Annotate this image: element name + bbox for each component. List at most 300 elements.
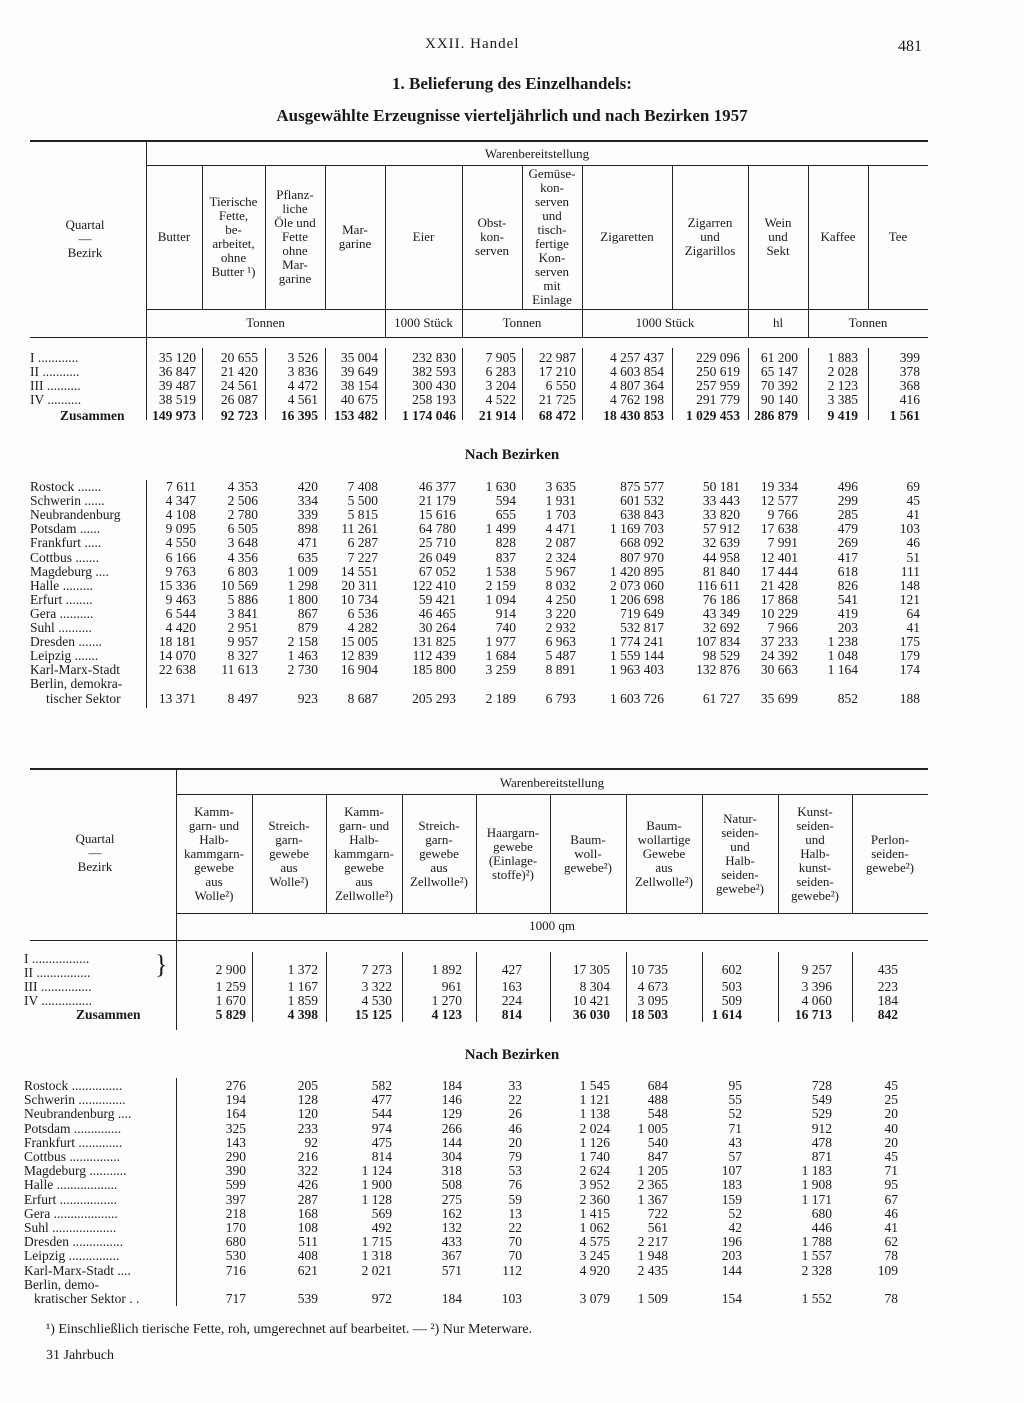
table1-total-value: 16 395 bbox=[280, 408, 318, 423]
table1-quarter-value: 61 200 bbox=[760, 350, 798, 365]
table1-quarter-value: 3 204 bbox=[485, 378, 516, 393]
table1-district-value: 8 032 bbox=[545, 578, 576, 593]
table2-quarter-value: 1 859 bbox=[287, 993, 318, 1008]
table2-district-value: 159 bbox=[721, 1192, 742, 1207]
table2-district-value: 1 126 bbox=[579, 1135, 610, 1150]
table2-district-value: 1 715 bbox=[361, 1234, 392, 1249]
table1-district-value: 6 544 bbox=[165, 606, 196, 621]
table1-district-value: 32 639 bbox=[702, 535, 740, 550]
table2-total-value: 842 bbox=[877, 1007, 898, 1022]
table2-district-value: 46 bbox=[508, 1121, 522, 1136]
table2-quarter-value: 10 421 bbox=[572, 993, 610, 1008]
table2-quarter-value: 1 259 bbox=[215, 979, 246, 994]
table2-group-header: Warenbereitstellung bbox=[499, 775, 605, 790]
table2-column-header: Halb- bbox=[199, 831, 229, 847]
table2-district-value: 2 024 bbox=[579, 1121, 610, 1136]
table1-district-label: Potsdam ...... bbox=[30, 521, 101, 536]
table1-quarter-value: 36 847 bbox=[158, 364, 196, 379]
table2-district-value: 67 bbox=[884, 1192, 898, 1207]
table2-quarter-value: 1 892 bbox=[431, 962, 462, 977]
table2-district-value: 390 bbox=[225, 1163, 246, 1178]
table1-column-header: Gemüse- bbox=[528, 166, 576, 181]
table2-quarter-value: 163 bbox=[501, 979, 522, 994]
table1-district-value: 35 699 bbox=[760, 691, 798, 706]
table1-quarter-value: 20 655 bbox=[220, 350, 258, 365]
table1-district-value: 30 663 bbox=[760, 662, 798, 677]
table1-district-value: 618 bbox=[837, 564, 858, 579]
table1-data-rule bbox=[385, 348, 386, 420]
table1-column-header: Einlage bbox=[532, 292, 572, 307]
table1-district-value: 15 336 bbox=[158, 578, 196, 593]
table1-quarter-label: IV .......... bbox=[30, 392, 82, 407]
table2-district-value: 680 bbox=[225, 1234, 246, 1249]
table2-district-value: 1 138 bbox=[579, 1106, 610, 1121]
table1-district-value: 471 bbox=[297, 535, 318, 550]
table1-district-value: 5 967 bbox=[545, 564, 576, 579]
table1-district-value: 668 092 bbox=[620, 535, 664, 550]
table1-total-value: 1 561 bbox=[889, 408, 920, 423]
table2-column-header: Perlon- bbox=[870, 831, 910, 847]
table1-district-label: Frankfurt ..... bbox=[30, 535, 102, 550]
table2-district-value: 722 bbox=[647, 1206, 668, 1221]
table1-district-value: 33 443 bbox=[702, 493, 740, 508]
table1-district-value: 131 825 bbox=[412, 634, 456, 649]
table2-district-label: Neubrandenburg .... bbox=[24, 1106, 132, 1121]
table1-district-label: Leipzig ....... bbox=[30, 648, 99, 663]
page-number: 481 bbox=[898, 38, 922, 55]
table1-quarter-value: 2 123 bbox=[827, 378, 858, 393]
table1-district-value: 852 bbox=[837, 691, 858, 706]
table1-quarter-value: 70 392 bbox=[760, 378, 798, 393]
table2-district-value: 95 bbox=[884, 1177, 898, 1192]
table1-quarter-value: 39 649 bbox=[340, 364, 378, 379]
table2-district-value: 539 bbox=[297, 1291, 318, 1306]
table1-column-header: Fette bbox=[282, 229, 308, 244]
table1-district-value: 1 963 403 bbox=[610, 662, 664, 677]
table1-district-value: 37 233 bbox=[760, 634, 798, 649]
table2-quarter-value: 1 167 bbox=[287, 979, 318, 994]
table2-district-value: 13 bbox=[508, 1206, 522, 1221]
table2-column-header: seiden- bbox=[721, 824, 759, 840]
table2-district-value: 488 bbox=[647, 1092, 668, 1107]
table2-column-header: gewebe bbox=[269, 845, 309, 861]
table2-data-rule bbox=[626, 952, 627, 1022]
table1-district-value: 1 774 241 bbox=[610, 634, 664, 649]
table1-district-value: 807 970 bbox=[620, 550, 664, 565]
table1-column-header: Zigarren bbox=[687, 215, 733, 230]
table2-district-value: 972 bbox=[371, 1291, 392, 1306]
table1-data-rule bbox=[808, 348, 809, 420]
table1-district-value: 1 463 bbox=[287, 648, 318, 663]
table2-district-value: 508 bbox=[441, 1177, 462, 1192]
table2-district-value: 43 bbox=[728, 1135, 742, 1150]
table1-column-header: Eier bbox=[412, 229, 435, 244]
table1-district-value: 826 bbox=[837, 578, 858, 593]
table1-district-value: 638 843 bbox=[620, 507, 664, 522]
table1-district-label: Dresden ....... bbox=[30, 634, 102, 649]
table2-stub-header: Bezirk bbox=[77, 859, 113, 874]
table1-column-header: serven bbox=[535, 264, 569, 279]
table1-column-header: und bbox=[542, 208, 562, 223]
table2-district-value: 1 367 bbox=[637, 1192, 668, 1207]
table2-district-value: 20 bbox=[884, 1106, 898, 1121]
table1-quarter-value: 24 561 bbox=[220, 378, 258, 393]
table2-district-value: 1 948 bbox=[637, 1248, 668, 1263]
table2-quarter-value: 17 305 bbox=[572, 962, 610, 977]
table1-district-value: 4 356 bbox=[227, 550, 258, 565]
table1-group-header: Warenbereitstellung bbox=[484, 146, 590, 161]
table2-column-header: Halb- bbox=[349, 831, 379, 847]
table1-district-value: 2 087 bbox=[545, 535, 576, 550]
table2-district-value: 276 bbox=[225, 1078, 246, 1093]
table2-district-value: 45 bbox=[884, 1078, 898, 1093]
table2-district-value: 621 bbox=[297, 1263, 318, 1278]
table1-total-value: 153 482 bbox=[334, 408, 378, 423]
table1-unit-rule bbox=[146, 309, 928, 310]
table1-unit-label: 1000 Stück bbox=[394, 315, 453, 330]
table2-district-value: 45 bbox=[884, 1149, 898, 1164]
table2-district-value: 216 bbox=[297, 1149, 318, 1164]
table1-column-header: Zigarillos bbox=[684, 243, 736, 258]
table1-district-value: 5 815 bbox=[347, 507, 378, 522]
table2-district-value: 446 bbox=[811, 1220, 832, 1235]
table2-district-value: 79 bbox=[508, 1149, 522, 1164]
table2-district-value: 41 bbox=[884, 1220, 898, 1235]
table1-district-value: 50 181 bbox=[702, 479, 740, 494]
table1-district-value: 837 bbox=[495, 550, 516, 565]
table2-district-value: 76 bbox=[508, 1177, 522, 1192]
table2-column-header: aus bbox=[280, 859, 298, 875]
table2-data-rule bbox=[702, 952, 703, 1022]
table2-quarter-value: 7 273 bbox=[361, 962, 392, 977]
table2-district-label: Potsdam .............. bbox=[24, 1121, 122, 1136]
table1-district-value: 103 bbox=[899, 521, 920, 536]
table2-column-header: seiden- bbox=[796, 873, 834, 889]
table2-district-value: 318 bbox=[441, 1163, 462, 1178]
table1-district-value: 923 bbox=[297, 691, 318, 706]
table2-total-value: 15 125 bbox=[354, 1007, 392, 1022]
table1-data-rule bbox=[672, 348, 673, 420]
table2-district-value: 71 bbox=[884, 1163, 898, 1178]
table1-column-header: ohne bbox=[282, 243, 308, 258]
table1-stub-header: Bezirk bbox=[67, 245, 103, 260]
table2-column-header: garn- und bbox=[188, 817, 240, 833]
table1-district-value: 655 bbox=[495, 507, 516, 522]
table2-district-value: 290 bbox=[225, 1149, 246, 1164]
table1-column-header: Tierische bbox=[209, 194, 258, 209]
table2-unit-label: 1000 qm bbox=[529, 918, 575, 933]
table2-column-header: gewebe²) bbox=[791, 887, 839, 903]
table1-quarter-value: 26 087 bbox=[220, 392, 258, 407]
table1-section-title: Nach Bezirken bbox=[464, 447, 560, 463]
table1-column-header: arbeitet, bbox=[212, 236, 255, 251]
table1-district-value: 205 293 bbox=[412, 691, 456, 706]
table2-district-value: 912 bbox=[811, 1121, 832, 1136]
table1-column-header: Sekt bbox=[766, 243, 790, 258]
table1-district-value: 59 421 bbox=[418, 592, 456, 607]
table1-district-value: 107 834 bbox=[696, 634, 740, 649]
table2-district-label: Dresden ............... bbox=[24, 1234, 123, 1249]
table1-district-value: 6 793 bbox=[545, 691, 576, 706]
table2-district-value: 194 bbox=[225, 1092, 246, 1107]
table2-column-header: Kamm- bbox=[344, 803, 384, 819]
table1-quarter-value: 6 283 bbox=[485, 364, 516, 379]
table2-district-value: 53 bbox=[508, 1163, 522, 1178]
table2-district-value: 549 bbox=[811, 1092, 832, 1107]
table2-quarter-value: 435 bbox=[877, 962, 898, 977]
table1-quarter-label: II ........... bbox=[30, 364, 80, 379]
table2-district-value: 717 bbox=[225, 1291, 246, 1306]
table1-district-value: 285 bbox=[837, 507, 858, 522]
table2-district-value: 70 bbox=[508, 1234, 522, 1249]
table2-district-value: 4 920 bbox=[579, 1263, 610, 1278]
table2-district-value: 716 bbox=[225, 1263, 246, 1278]
table2-district-label: Schwerin .............. bbox=[24, 1092, 126, 1107]
table2-district-value: 154 bbox=[721, 1291, 742, 1306]
table1-district-value: 541 bbox=[837, 592, 858, 607]
table1-district-value: 479 bbox=[837, 521, 858, 536]
table1-district-value: 43 349 bbox=[702, 606, 740, 621]
table1-total-value: 18 430 853 bbox=[603, 408, 664, 423]
table2-district-value: 26 bbox=[508, 1106, 522, 1121]
table1-district-value: 1 298 bbox=[287, 578, 318, 593]
table2-column-header: gewebe bbox=[344, 859, 384, 875]
table1-column-header: Tee bbox=[888, 229, 908, 244]
table2-district-value: 478 bbox=[811, 1135, 832, 1150]
table1-district-value: 7 991 bbox=[767, 535, 798, 550]
table2-district-value: 109 bbox=[877, 1263, 898, 1278]
table1-district-value: 1 206 698 bbox=[610, 592, 664, 607]
table1-district-value: 7 227 bbox=[347, 550, 378, 565]
table1-quarter-value: 4 257 437 bbox=[610, 350, 664, 365]
table2-column-header: Baum- bbox=[646, 817, 682, 833]
table2-district-value: 599 bbox=[225, 1177, 246, 1192]
table2-district-value: 2 365 bbox=[637, 1177, 668, 1192]
table1-district-value: 12 577 bbox=[760, 493, 798, 508]
table1-district-value: 98 529 bbox=[702, 648, 740, 663]
table2-district-value: 103 bbox=[501, 1291, 522, 1306]
table1-district-value: 12 401 bbox=[760, 550, 798, 565]
table1-district-value: 2 730 bbox=[287, 662, 318, 677]
table1-quarter-value: 38 154 bbox=[340, 378, 378, 393]
table2-district-value: 183 bbox=[721, 1177, 742, 1192]
table2-district-value: 184 bbox=[441, 1078, 462, 1093]
table1-top-rule bbox=[30, 140, 928, 142]
table1-district-value: 4 471 bbox=[545, 521, 576, 536]
table2-district-value: 205 bbox=[297, 1078, 318, 1093]
table1-quarter-value: 291 779 bbox=[696, 392, 740, 407]
table1-district-value: 15 005 bbox=[340, 634, 378, 649]
table1-district-value: 496 bbox=[837, 479, 858, 494]
table1-district-label: Neubrandenburg bbox=[30, 507, 121, 522]
table1-column-header: Zigaretten bbox=[600, 229, 654, 244]
table1-district-value: 1 164 bbox=[827, 662, 858, 677]
table2-quarter-value: 223 bbox=[877, 979, 898, 994]
table2-district-value: 582 bbox=[371, 1078, 392, 1093]
table2-column-header: Zellwolle²) bbox=[634, 873, 694, 889]
table1-quarter-value: 4 472 bbox=[287, 378, 318, 393]
table2-district-value: 57 bbox=[728, 1149, 742, 1164]
table2-district-value: 146 bbox=[441, 1092, 462, 1107]
table1-quarter-value: 35 120 bbox=[158, 350, 196, 365]
table2-district-value: 680 bbox=[811, 1206, 832, 1221]
table2-district-value: 1 545 bbox=[579, 1078, 610, 1093]
table1-quarter-value: 7 905 bbox=[485, 350, 516, 365]
table1-quarter-value: 416 bbox=[899, 392, 920, 407]
table1-district-value: 2 073 060 bbox=[610, 578, 664, 593]
table1-column-header: serven bbox=[535, 194, 569, 209]
table2-column-header: stoffe)²) bbox=[492, 866, 534, 882]
table1-quarter-value: 3 385 bbox=[827, 392, 858, 407]
table2-district-value: 2 021 bbox=[361, 1263, 392, 1278]
table1-column-header: Butter ¹) bbox=[211, 264, 256, 279]
table2-district-value: 544 bbox=[371, 1106, 392, 1121]
table1-district-value: 1 538 bbox=[485, 564, 516, 579]
table1-district-value: 879 bbox=[297, 620, 318, 635]
table2-quarter-value: 4 060 bbox=[801, 993, 832, 1008]
table2-district-value: 1 740 bbox=[579, 1149, 610, 1164]
table2-stub-header: Quartal bbox=[75, 831, 115, 846]
table2-district-value: 548 bbox=[647, 1106, 668, 1121]
table2-quarter-value: 1 372 bbox=[287, 962, 318, 977]
table2-quarter-value: 224 bbox=[501, 993, 522, 1008]
table1-column-header: Mar- bbox=[342, 222, 368, 237]
table1-district-value: 26 049 bbox=[418, 550, 456, 565]
table2-quarter-value: 602 bbox=[721, 962, 742, 977]
table2-district-label: Cottbus ............... bbox=[24, 1149, 121, 1164]
table1-district-label: Schwerin ...... bbox=[30, 493, 105, 508]
table1-district-value: 41 bbox=[906, 507, 920, 522]
table1-district-value: 69 bbox=[906, 479, 920, 494]
table1-district-value: 11 261 bbox=[341, 521, 378, 536]
table2-district-value: 1 171 bbox=[801, 1192, 832, 1207]
table1-district-value: 1 009 bbox=[287, 564, 318, 579]
table2-district-label: Suhl ................... bbox=[24, 1220, 117, 1235]
table2-column-header: woll- bbox=[574, 845, 602, 861]
table1-district-value: 25 710 bbox=[418, 535, 456, 550]
table1-district-value: 828 bbox=[495, 535, 516, 550]
table2-district-value: 1 124 bbox=[361, 1163, 392, 1178]
table2-district-value: 20 bbox=[508, 1135, 522, 1150]
table2-column-header: Streich- bbox=[268, 817, 310, 833]
table1-district-label: Erfurt ........ bbox=[30, 592, 93, 607]
table1-data-rule bbox=[265, 348, 266, 420]
table2-column-header: seiden- bbox=[871, 845, 909, 861]
table1-district-value: 7 611 bbox=[166, 479, 196, 494]
table1-column-header: kon- bbox=[480, 229, 504, 244]
table1-district-value: 4 420 bbox=[165, 620, 196, 635]
table1-district-value: 21 179 bbox=[418, 493, 456, 508]
table2-quarter-value: 1 270 bbox=[431, 993, 462, 1008]
table1-district-value: 32 692 bbox=[702, 620, 740, 635]
table2-data-rule bbox=[476, 952, 477, 1022]
table2-quarter-value: 3 095 bbox=[637, 993, 668, 1008]
table2-column-header: Haargarn- bbox=[486, 824, 540, 840]
table1-quarter-value: 232 830 bbox=[412, 350, 456, 365]
table2-district-value: 1 509 bbox=[637, 1291, 668, 1306]
table1-district-value: 8 497 bbox=[227, 691, 258, 706]
table1-quarter-value: 38 519 bbox=[158, 392, 196, 407]
table1-district-value: 2 158 bbox=[287, 634, 318, 649]
table1-district-value: 420 bbox=[297, 479, 318, 494]
table1-stub-rule bbox=[146, 480, 147, 708]
table1-district-value: 12 839 bbox=[340, 648, 378, 663]
table1-district-value: 46 465 bbox=[418, 606, 456, 621]
table1-district-value: 3 635 bbox=[545, 479, 576, 494]
table1-district-value: 6 505 bbox=[227, 521, 258, 536]
table2-column-header: Baum- bbox=[570, 831, 606, 847]
table1-district-value: 6 287 bbox=[347, 535, 378, 550]
table2-district-value: 3 245 bbox=[579, 1248, 610, 1263]
table1-quarter-value: 258 193 bbox=[412, 392, 456, 407]
table2-column-header: (Einlage- bbox=[488, 852, 538, 868]
table1-column-header: Fette, bbox=[218, 208, 249, 223]
table1-district-value: 45 bbox=[906, 493, 920, 508]
table2-district-value: 108 bbox=[297, 1220, 318, 1235]
table2-district-label: Halle .................. bbox=[24, 1177, 118, 1192]
table2-district-value: 511 bbox=[298, 1234, 318, 1249]
table1-district-value: 1 684 bbox=[485, 648, 516, 663]
table2-district-label: Berlin, demo- bbox=[24, 1277, 99, 1292]
table2-district-value: 120 bbox=[297, 1106, 318, 1121]
table1-unit-label: Tonnen bbox=[246, 315, 285, 330]
table1-district-label: Cottbus ....... bbox=[30, 550, 100, 565]
table2-district-value: 287 bbox=[297, 1192, 318, 1207]
table1-quarter-value: 4 807 364 bbox=[610, 378, 664, 393]
table2-column-header: kammgarn- bbox=[334, 845, 394, 861]
table1-district-value: 2 932 bbox=[545, 620, 576, 635]
table2-district-value: 1 557 bbox=[801, 1248, 832, 1263]
table2-district-value: 571 bbox=[441, 1263, 462, 1278]
table1-quarter-value: 3 836 bbox=[287, 364, 318, 379]
table1-column-header: serven bbox=[475, 243, 509, 258]
table2-district-value: 184 bbox=[441, 1291, 462, 1306]
table2-column-header: gewebe bbox=[194, 859, 234, 875]
table2-column-header: Halb- bbox=[725, 852, 755, 868]
table2-column-header: Wolle²) bbox=[269, 873, 309, 889]
table2-district-label: Frankfurt ............. bbox=[24, 1135, 123, 1150]
table1-district-value: 5 886 bbox=[227, 592, 258, 607]
table1-district-value: 132 876 bbox=[696, 662, 740, 677]
footnote: ¹) Einschließlich tierische Fette, roh, umgerechnet auf bearbeitet. — ²) Nur Meterware. bbox=[46, 1322, 533, 1337]
table2-district-value: 397 bbox=[225, 1192, 246, 1207]
table2-total-value: 18 503 bbox=[630, 1007, 668, 1022]
table2-district-value: 540 bbox=[647, 1135, 668, 1150]
table2-district-value: 1 552 bbox=[801, 1291, 832, 1306]
table2-district-value: 70 bbox=[508, 1248, 522, 1263]
table1-total-value: 21 914 bbox=[478, 408, 516, 423]
table1-district-value: 6 803 bbox=[227, 564, 258, 579]
table1-column-header: garine bbox=[338, 236, 372, 251]
table1-district-label: tischer Sektor bbox=[46, 691, 121, 706]
table2-column-header: und bbox=[805, 831, 825, 847]
table1-district-value: 10 734 bbox=[340, 592, 378, 607]
table1-district-value: 3 841 bbox=[227, 606, 258, 621]
table1-district-value: 740 bbox=[495, 620, 516, 635]
table2-district-value: 529 bbox=[811, 1106, 832, 1121]
table2-total-label: Zusammen bbox=[76, 1007, 141, 1022]
table1-district-value: 9 957 bbox=[227, 634, 258, 649]
table1-district-label: Karl-Marx-Stadt bbox=[30, 662, 120, 677]
table1-quarter-value: 3 526 bbox=[287, 350, 318, 365]
table1-district-value: 203 bbox=[837, 620, 858, 635]
table1-total-value: 9 419 bbox=[827, 408, 858, 423]
table1-district-value: 1 977 bbox=[485, 634, 516, 649]
table1-column-header: tisch- bbox=[537, 222, 567, 237]
table2-district-value: 684 bbox=[647, 1078, 668, 1093]
table2-district-value: 1 183 bbox=[801, 1163, 832, 1178]
table1-district-value: 6 963 bbox=[545, 634, 576, 649]
